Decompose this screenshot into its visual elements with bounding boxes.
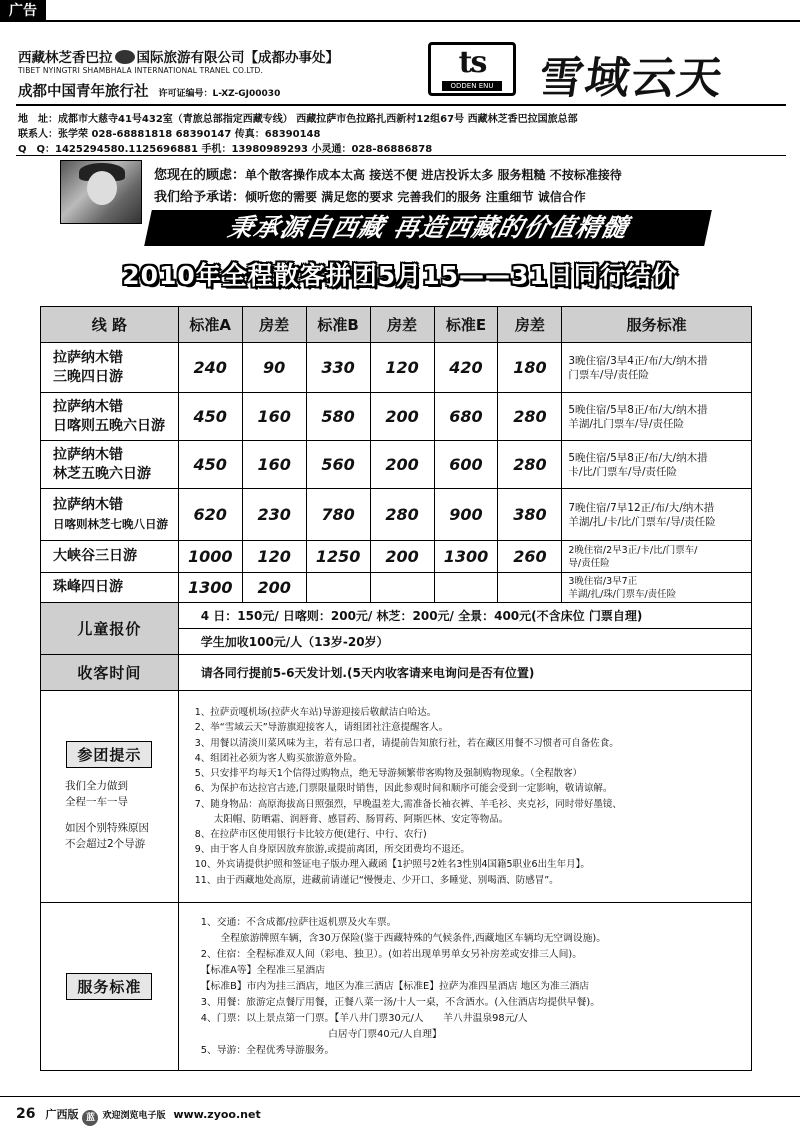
list-item: 5、只安排平均每天1个信得过购物点，绝无导游频繁带客购物及强制购物现象。（全程散客） bbox=[194, 768, 583, 780]
tips-label: 参团提示 bbox=[66, 741, 152, 768]
slogan-banner: 秉承源自西藏 再造西藏的价值精髓 bbox=[144, 210, 712, 246]
service-cell: 3晚住宿/3早7正 羊湖/扎/珠/门票车/责任险 bbox=[562, 573, 752, 603]
child-price-label: 儿童报价 bbox=[41, 603, 179, 655]
tips-list bbox=[178, 691, 751, 903]
table-row bbox=[41, 393, 752, 441]
ad-label: 广告 bbox=[0, 0, 46, 22]
ts-logo bbox=[428, 42, 516, 96]
company-name-part3: 【成都办事处】 bbox=[244, 50, 339, 66]
price-a: 620 bbox=[178, 489, 242, 541]
diff-e: 180 bbox=[498, 343, 562, 393]
concerns-line bbox=[154, 164, 622, 183]
list-item: 【标准B】市内为挂三酒店，地区为准三酒店【标准E】拉萨为准四星酒店 地区为准三酒店 bbox=[200, 980, 590, 992]
edition-badge-icon: 蓝 bbox=[82, 1110, 98, 1126]
contact-people-line: 联系人：张学荣 028-68881818 68390147 传真：68390148 bbox=[18, 129, 321, 140]
tips-row bbox=[41, 691, 752, 903]
header-standard-a: 标准A bbox=[178, 307, 242, 343]
diff-b: 200 bbox=[370, 393, 434, 441]
service-cell: 2晚住宿/2早3正/卡/比/门票车/ 导/责任险 bbox=[562, 541, 752, 573]
table-row bbox=[41, 573, 752, 603]
promise-items: 倾听您的需要 满足您的要求 完善我们的服务 注重细节 诚信合作 bbox=[245, 190, 586, 204]
promise-line bbox=[154, 186, 586, 205]
table-row bbox=[41, 441, 752, 489]
child-price-row bbox=[41, 603, 752, 629]
table-row bbox=[41, 541, 752, 573]
price-b: 330 bbox=[306, 343, 370, 393]
list-item: 3、用餐：旅游定点餐厅用餐，正餐八菜一汤/十人一桌，不含酒水。(入住酒店均提供早餐)。 bbox=[200, 996, 601, 1008]
price-b: 560 bbox=[306, 441, 370, 489]
diff-a: 90 bbox=[242, 343, 306, 393]
table-header-row bbox=[41, 307, 752, 343]
list-item: 7、随身物品：高原海拔高日照强烈，早晚温差大,需准备长袖衣裤、羊毛衫、夹克衫，同时带好墨镜、 bbox=[194, 798, 622, 810]
header-room-diff-b: 房差 bbox=[370, 307, 434, 343]
price-b: 780 bbox=[306, 489, 370, 541]
price-e bbox=[434, 573, 498, 603]
list-item: 2、住宿：全程标准双人间（彩电、独卫）。(如若出现单男单女另补房差或安排三人间)。 bbox=[200, 948, 583, 960]
agency-name: 成都中国青年旅行社 bbox=[18, 84, 149, 100]
price-e: 680 bbox=[434, 393, 498, 441]
ad-header-bar bbox=[0, 0, 800, 22]
company-name bbox=[18, 46, 339, 66]
diff-a: 230 bbox=[242, 489, 306, 541]
diff-b: 280 bbox=[370, 489, 434, 541]
page-footer bbox=[16, 1106, 261, 1126]
company-name-part2: 国际旅游有限公司 bbox=[136, 50, 245, 66]
license-number: 许可证编号：L-XZ-GJ00030 bbox=[158, 89, 281, 99]
price-b: 1250 bbox=[306, 541, 370, 573]
header-divider bbox=[16, 104, 786, 106]
price-b: 580 bbox=[306, 393, 370, 441]
list-item: 4、门票：以上景点第一门票。【羊八井门票30元/人 羊八井温泉98元/人 bbox=[200, 1012, 528, 1024]
price-e: 600 bbox=[434, 441, 498, 489]
header-standard-b: 标准B bbox=[306, 307, 370, 343]
diff-b: 200 bbox=[370, 541, 434, 573]
services-side bbox=[41, 903, 179, 1071]
contact-divider bbox=[16, 155, 786, 156]
brand-calligraphy: 雪域云天 bbox=[535, 53, 727, 104]
services-list bbox=[178, 903, 751, 1071]
table-row bbox=[41, 489, 752, 541]
list-item: 全程旅游牌照车辆，含30万保险(鉴于西藏特殊的气候条件,西藏地区车辆均无空调设施)。 bbox=[200, 932, 607, 944]
list-item: 10、外宾请提供护照和签证电子版办理入藏函【1护照号2姓名3性别4国籍5职业6出生年月】。 bbox=[194, 859, 590, 871]
page-number: 26 bbox=[16, 1106, 36, 1122]
price-a: 450 bbox=[178, 441, 242, 489]
service-cell: 3晚住宿/3早4正/布/大/纳木措 门票车/导/责任险 bbox=[562, 343, 752, 393]
price-table bbox=[40, 306, 752, 1071]
diff-e bbox=[498, 573, 562, 603]
price-e: 1300 bbox=[434, 541, 498, 573]
list-item: 白居寺门票40元/人自理】 bbox=[200, 1028, 442, 1040]
promise-label: 我们给予承诺： bbox=[154, 190, 246, 205]
diff-a: 120 bbox=[242, 541, 306, 573]
collect-time-row bbox=[41, 655, 752, 691]
logo-subtext: ODDEN ENU bbox=[442, 81, 502, 91]
website-link[interactable]: www.zyoo.net bbox=[173, 1108, 261, 1121]
price-e: 420 bbox=[434, 343, 498, 393]
price-e: 900 bbox=[434, 489, 498, 541]
globe-icon bbox=[115, 50, 135, 64]
company-english-name: TIBET NYINGTRI SHAMBHALA INTERNATIONAL TRANEL CO.LTD. bbox=[18, 66, 264, 75]
agency-line bbox=[18, 80, 280, 101]
route-cell: 珠峰四日游 bbox=[41, 573, 179, 603]
price-a: 1300 bbox=[178, 573, 242, 603]
list-item: 1、拉萨贡嘎机场(拉萨火车站)导游迎接后敬献洁白哈达。 bbox=[194, 707, 437, 719]
diff-b bbox=[370, 573, 434, 603]
diff-a: 160 bbox=[242, 393, 306, 441]
diff-a: 200 bbox=[242, 573, 306, 603]
service-cell: 7晚住宿/7早12正/布/大/纳木措 羊湖/扎/卡/比/门票车/导/责任险 bbox=[562, 489, 752, 541]
concerns-items: 单个散客操作成本太高 接送不便 进店投诉太多 服务粗糙 不按标准接待 bbox=[245, 168, 622, 182]
list-item: 11、由于西藏地处高原，进藏前请谨记“慢慢走、少开口、多睡觉、别喝酒、防感冒”。 bbox=[194, 874, 559, 886]
main-title: 2010年全程散客拼团5月15——31日同行结价 bbox=[122, 261, 678, 290]
list-item: 2、举“雪域云天”导游旗迎接客人，请组团社注意提醒客人。 bbox=[194, 722, 449, 734]
logo-mark: ts bbox=[458, 45, 486, 80]
diff-e: 380 bbox=[498, 489, 562, 541]
services-row bbox=[41, 903, 752, 1071]
route-cell: 拉萨纳木错 日喀则林芝七晚八日游 bbox=[41, 489, 179, 541]
list-item: 3、用餐以清淡川菜风味为主，若有忌口者，请提前告知旅行社，若在藏区用餐不习惯者可自备佐食。 bbox=[194, 737, 619, 749]
student-price-text: 学生加收100元/人（13岁-20岁） bbox=[178, 629, 751, 655]
tips-side bbox=[41, 691, 179, 903]
tips-note-2: 如因个别特殊原因 不会超过2个导游 bbox=[65, 822, 149, 850]
list-item: 【标准A等】全程准三星酒店 bbox=[200, 964, 326, 976]
service-cell: 5晚住宿/5早8正/布/大/纳木措 卡/比/门票车/导/责任险 bbox=[562, 441, 752, 489]
header-route: 线 路 bbox=[41, 307, 179, 343]
diff-e: 260 bbox=[498, 541, 562, 573]
list-item: 9、由于客人自身原因放弃旅游,或提前离团，所交团费均不退还。 bbox=[194, 844, 470, 856]
diff-a: 160 bbox=[242, 441, 306, 489]
header-room-diff-e: 房差 bbox=[498, 307, 562, 343]
child-price-text: 4 日：150元/ 日喀则：200元/ 林芝：200元/ 全景：400元(不含床位 门票自理) bbox=[178, 603, 751, 629]
diff-b: 200 bbox=[370, 441, 434, 489]
edition-label: 广西版 bbox=[45, 1108, 79, 1121]
concerns-label: 您现在的顾虑： bbox=[154, 168, 246, 183]
collect-time-label: 收客时间 bbox=[41, 655, 179, 691]
price-b bbox=[306, 573, 370, 603]
diff-b: 120 bbox=[370, 343, 434, 393]
tibetan-person-photo bbox=[60, 160, 142, 224]
header-standard-e: 标准E bbox=[434, 307, 498, 343]
price-a: 240 bbox=[178, 343, 242, 393]
diff-e: 280 bbox=[498, 393, 562, 441]
list-item: 5、导游：全程优秀导游服务。 bbox=[200, 1044, 335, 1056]
list-item: 1、交通：不含成都/拉萨往返机票及火车票。 bbox=[200, 916, 397, 928]
list-item: 6、为保护布达拉宫古迹,门票限量限时销售，因此参观时间和顺序可能会受到一定影响，敬请谅解。 bbox=[194, 783, 613, 795]
list-item: 太阳帽、防晒霜、润唇膏、感冒药、肠胃药、阿斯匹林、安定等物品。 bbox=[194, 813, 509, 825]
route-cell: 拉萨纳木错 日喀则五晚六日游 bbox=[41, 393, 179, 441]
collect-time-text: 请各同行提前5-6天发计划.(5天内收客请来电询问是否有位置) bbox=[178, 655, 751, 691]
tips-note-1: 我们全力做到 全程一车一导 bbox=[65, 780, 128, 808]
service-cell: 5晚住宿/5早8正/布/大/纳木措 羊湖/扎门票车/导/责任险 bbox=[562, 393, 752, 441]
table-row bbox=[41, 343, 752, 393]
price-a: 1000 bbox=[178, 541, 242, 573]
services-label: 服务标准 bbox=[66, 973, 152, 1000]
price-a: 450 bbox=[178, 393, 242, 441]
diff-e: 280 bbox=[498, 441, 562, 489]
route-cell: 拉萨纳木错 林芝五晚六日游 bbox=[41, 441, 179, 489]
list-item: 4、组团社必须为客人购买旅游意外险。 bbox=[194, 752, 363, 764]
list-item: 8、在拉萨市区使用银行卡比较方便(建行、中行、农行) bbox=[194, 828, 427, 840]
header-room-diff-a: 房差 bbox=[242, 307, 306, 343]
footer-text: 欢迎浏览电子版 bbox=[102, 1111, 166, 1121]
route-cell: 拉萨纳木错 三晚四日游 bbox=[41, 343, 179, 393]
route-cell: 大峡谷三日游 bbox=[41, 541, 179, 573]
company-name-part1: 西藏林芝香巴拉 bbox=[18, 50, 113, 66]
address-line: 地 址：成都市大慈寺41号432室（青旅总部指定西藏专线） 西藏拉萨市色拉路扎西新村12组67号 西藏林芝香巴拉国旅总部 bbox=[18, 114, 578, 125]
qq-phone-line: Q Q：1425294580.1125696881 手机：13980989293 小灵通：028-86886878 bbox=[18, 144, 433, 155]
header-service: 服务标准 bbox=[562, 307, 752, 343]
footer-divider bbox=[0, 1096, 800, 1097]
